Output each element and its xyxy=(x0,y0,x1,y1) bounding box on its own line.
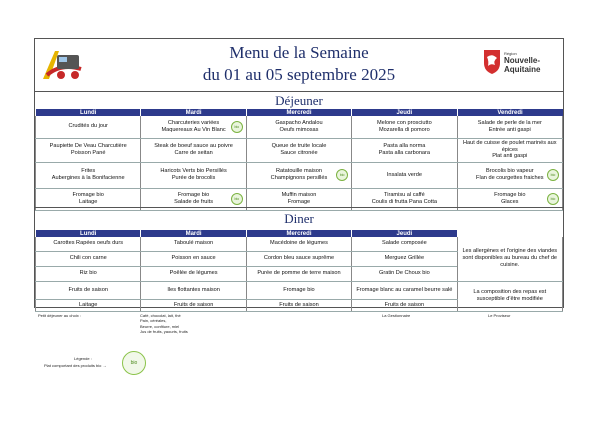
dish-text: Salade de perle de la mer Entrée anti gaspi xyxy=(477,119,542,133)
dejeuner-cell xyxy=(246,116,351,138)
dish-text: Haricots Verts bio Persillés Purée de brocolis xyxy=(160,168,227,181)
dish-text: Charcuteries variées Maquereaux Au Vin Blanc xyxy=(161,119,226,133)
diner-cell: Merguez Grillée xyxy=(352,251,457,266)
dejeuner-row xyxy=(36,162,563,188)
menu-dates: du 01 au 05 septembre 2025 xyxy=(202,65,396,84)
dejeuner-cell xyxy=(141,116,246,138)
bio-badge-icon: bio xyxy=(547,169,559,181)
dejeuner-cell xyxy=(352,116,457,138)
allergen-note: Les allergènes et l'origine des viandes sont disponibles au bureau du chef de cuisine. xyxy=(457,237,562,281)
gestionnaire-label: La Gestionnaire xyxy=(382,313,411,318)
diner-cell: Chili con carne xyxy=(36,251,141,266)
dejeuner-day-4: Vendredi xyxy=(457,109,562,116)
dejeuner-cell xyxy=(352,162,457,188)
dish-text: Fromage bio Glaces xyxy=(494,192,526,205)
dish-text: Queue de truite locale Sauce citronée xyxy=(271,143,327,156)
bio-legend-icon: bio xyxy=(122,351,146,375)
region-shield-icon xyxy=(483,49,501,75)
dish-text: Gaspacho Andalou Oeufs mimosas xyxy=(275,119,323,133)
dejeuner-day-3: Jeudi xyxy=(352,109,457,116)
diner-cell: Fruits de saison xyxy=(246,299,351,311)
dejeuner-day-1: Mardi xyxy=(141,109,246,116)
composition-note: La composition des repas est susceptible d'être modifiée xyxy=(457,281,562,311)
dejeuner-cell xyxy=(36,138,141,162)
diner-cell: Purée de pomme de terre maison xyxy=(246,266,351,281)
dejeuner-title: Déjeuner xyxy=(275,93,323,108)
section-divider xyxy=(35,207,563,208)
dejeuner-cell xyxy=(36,162,141,188)
dejeuner-row xyxy=(36,116,563,138)
diner-cell: Fromage bio xyxy=(246,281,351,299)
diner-cell: Fromage blanc au caramel beurre salé xyxy=(352,281,457,299)
dish-text: Frites Aubergines à la Bonifacienne xyxy=(51,168,125,181)
dish-text: Tiramisu al caffé Coulis di frutta Pana Cotta xyxy=(371,192,438,205)
diner-cell: Carottes Rapées oeufs durs xyxy=(36,237,141,251)
diner-cell: Laitage xyxy=(36,299,141,311)
menu-title: Menu de la Semaine xyxy=(229,43,369,62)
dejeuner-cell xyxy=(246,138,351,162)
dejeuner-cell xyxy=(246,162,351,188)
region-logo-line1: Nouvelle- xyxy=(504,56,541,65)
diner-cell: Fruits de saison xyxy=(141,299,246,311)
dejeuner-cell xyxy=(352,138,457,162)
dejeuner-day-0: Lundi xyxy=(36,109,141,116)
dish-text: Brocolis bio vapeur Flan de courgettes fraiches xyxy=(476,168,544,181)
diner-cell: Macédoine de légumes xyxy=(246,237,351,251)
diner-cell: Fruits de saison xyxy=(352,299,457,311)
dish-text: Crudités du jour xyxy=(68,123,108,130)
petit-dej-items: Café, chocolat, lait, thé Pain, céréales, Beurre, confiture, miel Jus de fruits, yaourts, fruits xyxy=(140,313,188,335)
diner-cell: Poêlée de légumes xyxy=(141,266,246,281)
dejeuner-cell xyxy=(457,116,562,138)
diner-table xyxy=(35,230,563,312)
dish-text: Muffin maison Fromage xyxy=(281,192,317,205)
diner-row xyxy=(36,237,563,251)
diner-cell: Fruits de saison xyxy=(36,281,141,299)
diner-day-1: Mardi xyxy=(141,230,246,237)
diner-cell: Riz bio xyxy=(36,266,141,281)
proviseur-label: Le Proviseur xyxy=(488,313,511,318)
dejeuner-cell xyxy=(457,162,562,188)
region-logo xyxy=(483,45,553,85)
dejeuner-cell xyxy=(36,116,141,138)
dish-text: Insalata verde xyxy=(386,171,422,178)
dish-text: Pasta alla norma Pasta alla carbonara xyxy=(378,143,431,156)
dish-text: Fromage bio Laitage xyxy=(72,192,104,205)
menu-header xyxy=(35,39,563,92)
dejeuner-cell xyxy=(457,138,562,162)
region-logo-line2: Aquitaine xyxy=(504,65,541,74)
petit-dej-label: Petit déjeuner au choix : xyxy=(38,313,81,318)
dejeuner-cell xyxy=(141,138,246,162)
diner-cell: Taboulé maison xyxy=(141,237,246,251)
diner-day-2: Mercredi xyxy=(246,230,351,237)
menu-frame xyxy=(34,38,564,308)
dejeuner-cell xyxy=(141,162,246,188)
dish-text: Haut de cuisse de poulet marinés aux épices Plat anti gaspi xyxy=(462,139,557,160)
dejeuner-table xyxy=(35,109,563,211)
dish-text: Fromage bio Salade de fruits xyxy=(174,192,214,205)
diner-cell: Gratin De Choux bio xyxy=(352,266,457,281)
diner-cell: Poisson en sauce xyxy=(141,251,246,266)
dish-text: Melone con prosciutto Mozarella di pomoro xyxy=(377,119,432,133)
diner-day-0: Lundi xyxy=(36,230,141,237)
diner-title: Diner xyxy=(284,211,314,226)
dish-text: Steak de boeuf sauce au poivre Carre de seitan xyxy=(154,143,233,156)
bio-badge-icon: bio xyxy=(231,193,243,205)
diner-day-4 xyxy=(457,230,562,237)
legend-label: Légende : xyxy=(74,356,92,361)
dejeuner-row xyxy=(36,138,563,162)
legend-text: Plat comportant des produits bio → xyxy=(44,363,107,368)
bio-badge-icon: bio xyxy=(231,121,243,133)
diner-cell: Salade composée xyxy=(352,237,457,251)
dish-text: Paupiette De Veau Charcutière Poisson Pané xyxy=(49,143,127,156)
diner-cell: Iles flottantes maison xyxy=(141,281,246,299)
diner-day-3: Jeudi xyxy=(352,230,457,237)
bio-badge-icon: bio xyxy=(336,169,348,181)
region-logo-small: Région xyxy=(504,51,517,56)
diner-cell: Cordon bleu sauce suprême xyxy=(246,251,351,266)
dish-text: Ratatouille maison Champignons persillés xyxy=(270,168,328,181)
bio-badge-icon: bio xyxy=(547,193,559,205)
diner-row xyxy=(36,281,563,299)
dejeuner-day-2: Mercredi xyxy=(246,109,351,116)
